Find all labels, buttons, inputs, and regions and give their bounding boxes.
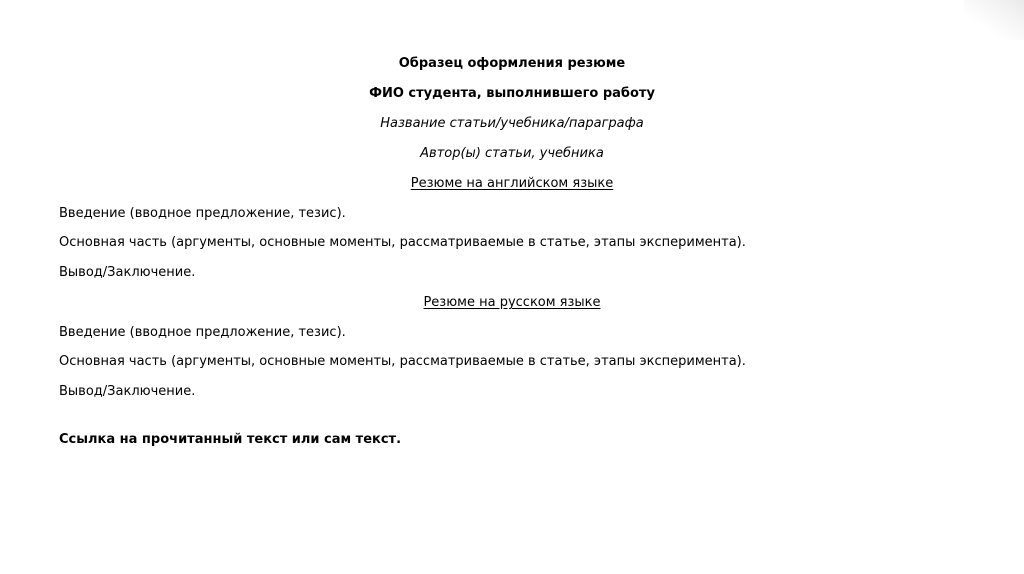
russian-summary-conclusion: Вывод/Заключение.: [59, 384, 196, 399]
document-title: Образец оформления резюме: [398, 56, 626, 71]
russian-summary-heading: Резюме на русском языке: [423, 295, 601, 310]
article-title-label: Название статьи/учебника/параграфа: [380, 116, 644, 131]
english-summary-main-part: Основная часть (аргументы, основные моменты, рассматриваемые в статье, этапы эксперимента).: [59, 235, 746, 250]
footer-note: Ссылка на прочитанный текст или сам текст.: [59, 432, 402, 447]
english-summary-heading: Резюме на английском языке: [410, 176, 614, 191]
russian-summary-introduction: Введение (вводное предложение, тезис).: [59, 325, 346, 340]
english-summary-introduction: Введение (вводное предложение, тезис).: [59, 206, 346, 221]
english-summary-conclusion: Вывод/Заключение.: [59, 265, 196, 280]
student-name-label: ФИО студента, выполнившего работу: [369, 86, 655, 101]
authors-label: Автор(ы) статьи, учебника: [420, 146, 604, 161]
russian-summary-main-part: Основная часть (аргументы, основные моменты, рассматриваемые в статье, этапы эксперимента).: [59, 354, 746, 369]
